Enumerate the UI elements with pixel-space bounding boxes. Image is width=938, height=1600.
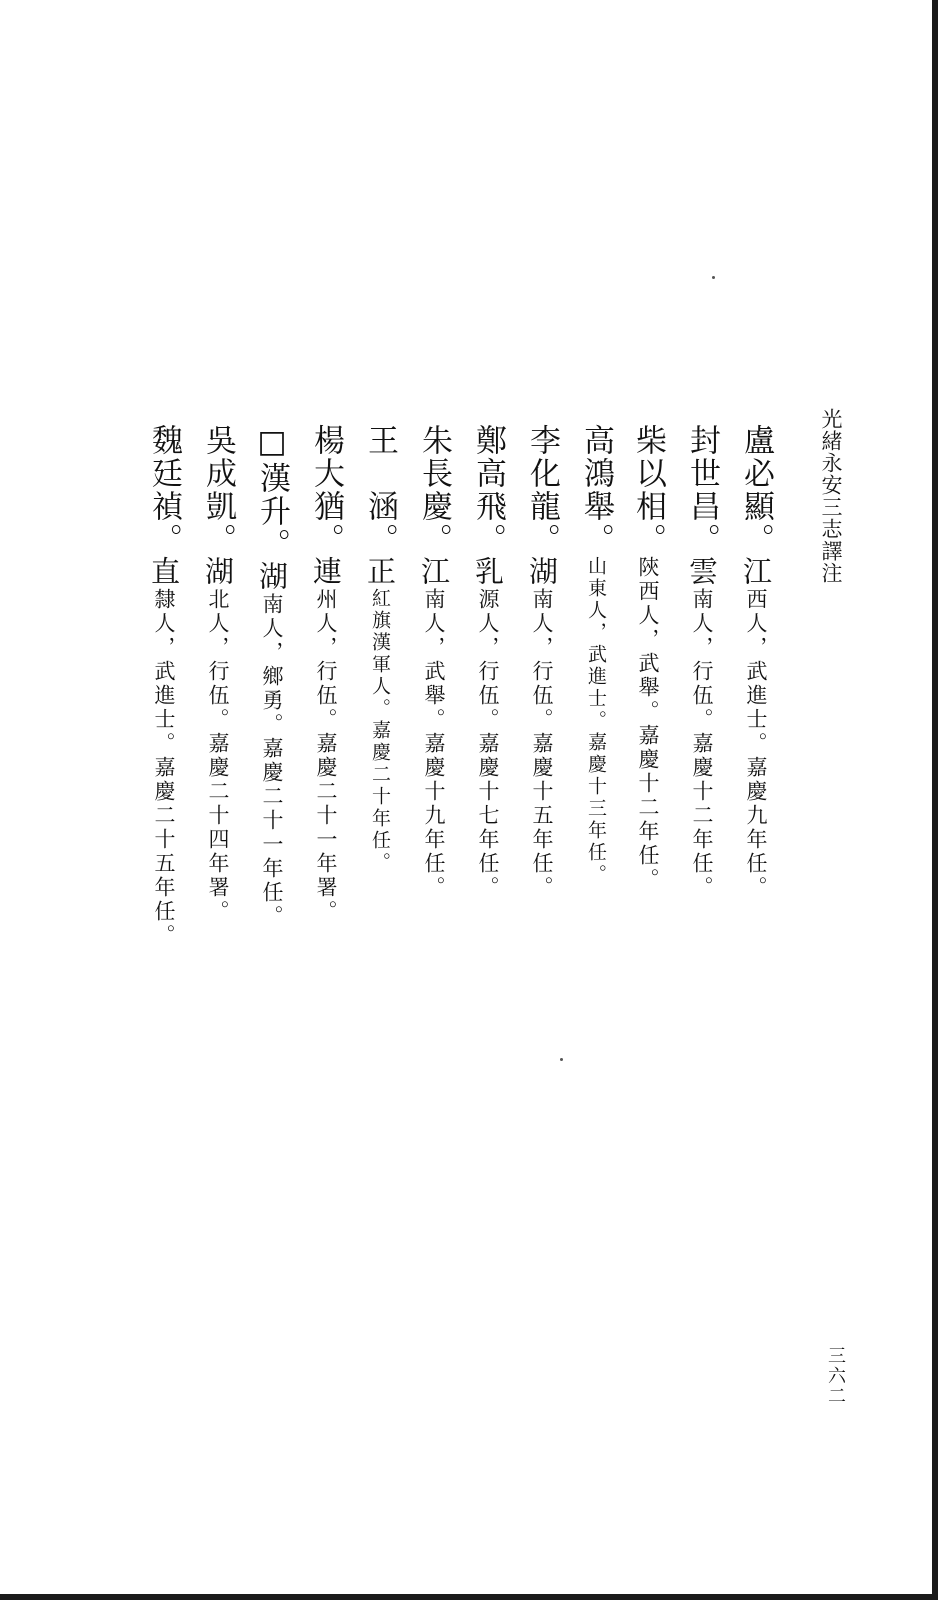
running-title: 光緒永安三志譯注: [819, 408, 843, 584]
entry-name: □漢升。: [254, 424, 290, 561]
list-item: [524, 424, 560, 900]
entry-note: 南人，行伍。嘉慶十二年任。: [690, 588, 714, 900]
entry-name: 楊大猶。: [308, 424, 344, 556]
entry-name: 朱長慶。: [416, 424, 452, 556]
entry-note: 紅旗漢軍人。嘉慶二十年任。: [369, 588, 391, 874]
entry-note-lead: 江: [739, 556, 773, 588]
entry-note-lead: 乳: [471, 556, 505, 588]
entry-note-lead: 正: [363, 556, 397, 588]
entry-note: 西人，武進士。嘉慶九年任。: [744, 588, 768, 900]
entry-note-lead: 湖: [201, 556, 235, 588]
entry-name: 鄭高飛。: [470, 424, 506, 556]
list-item: [146, 424, 182, 948]
entry-note: 陝西人，武舉。嘉慶十二年任。: [636, 556, 660, 892]
entry-name: 李化龍。: [524, 424, 560, 556]
list-item: [578, 424, 614, 886]
list-item: [738, 424, 774, 900]
entry-name: 王 涵。: [362, 424, 398, 556]
entry-note-lead: 湖: [255, 561, 289, 593]
list-item: [200, 424, 236, 924]
list-item: [254, 424, 290, 929]
entry-name: 柴以相。: [630, 424, 666, 556]
entry-note: 州人，行伍。嘉慶二十一年署。: [314, 588, 338, 924]
entry-note-lead: 直: [147, 556, 181, 588]
entry-note: 北人，行伍。嘉慶二十四年署。: [206, 588, 230, 924]
list-item: [470, 424, 506, 900]
list-item: [362, 424, 398, 874]
entry-note-lead: 江: [417, 556, 451, 588]
entry-name: 吳成凱。: [200, 424, 236, 556]
list-item: [416, 424, 452, 900]
entry-name: 魏廷禎。: [146, 424, 182, 556]
page-edge-right: [932, 0, 938, 1600]
entry-note-lead: 連: [309, 556, 343, 588]
entry-note-lead: 湖: [525, 556, 559, 588]
paper-speck: [712, 276, 715, 279]
entry-note: 南人，鄉勇。嘉慶二十一年任。: [260, 593, 284, 929]
list-item: [684, 424, 720, 900]
entry-name: 高鴻舉。: [578, 424, 614, 556]
entry-note: 隸人，武進士。嘉慶二十五年任。: [152, 588, 176, 948]
entry-note: 南人，武舉。嘉慶十九年任。: [422, 588, 446, 900]
paper-speck: [560, 1058, 563, 1061]
entry-note: 南人，行伍。嘉慶十五年任。: [530, 588, 554, 900]
list-item: [308, 424, 344, 924]
entry-note: 山東人，武進士。嘉慶十三年任。: [585, 556, 607, 886]
page-edge-bottom: [0, 1594, 938, 1600]
page-number: 三六二: [825, 1346, 846, 1406]
entry-note: 源人，行伍。嘉慶十七年任。: [476, 588, 500, 900]
entry-name: 封世昌。: [684, 424, 720, 556]
entry-note-lead: 雲: [685, 556, 719, 588]
entry-name: 盧必顯。: [738, 424, 774, 556]
list-item: [630, 424, 666, 892]
